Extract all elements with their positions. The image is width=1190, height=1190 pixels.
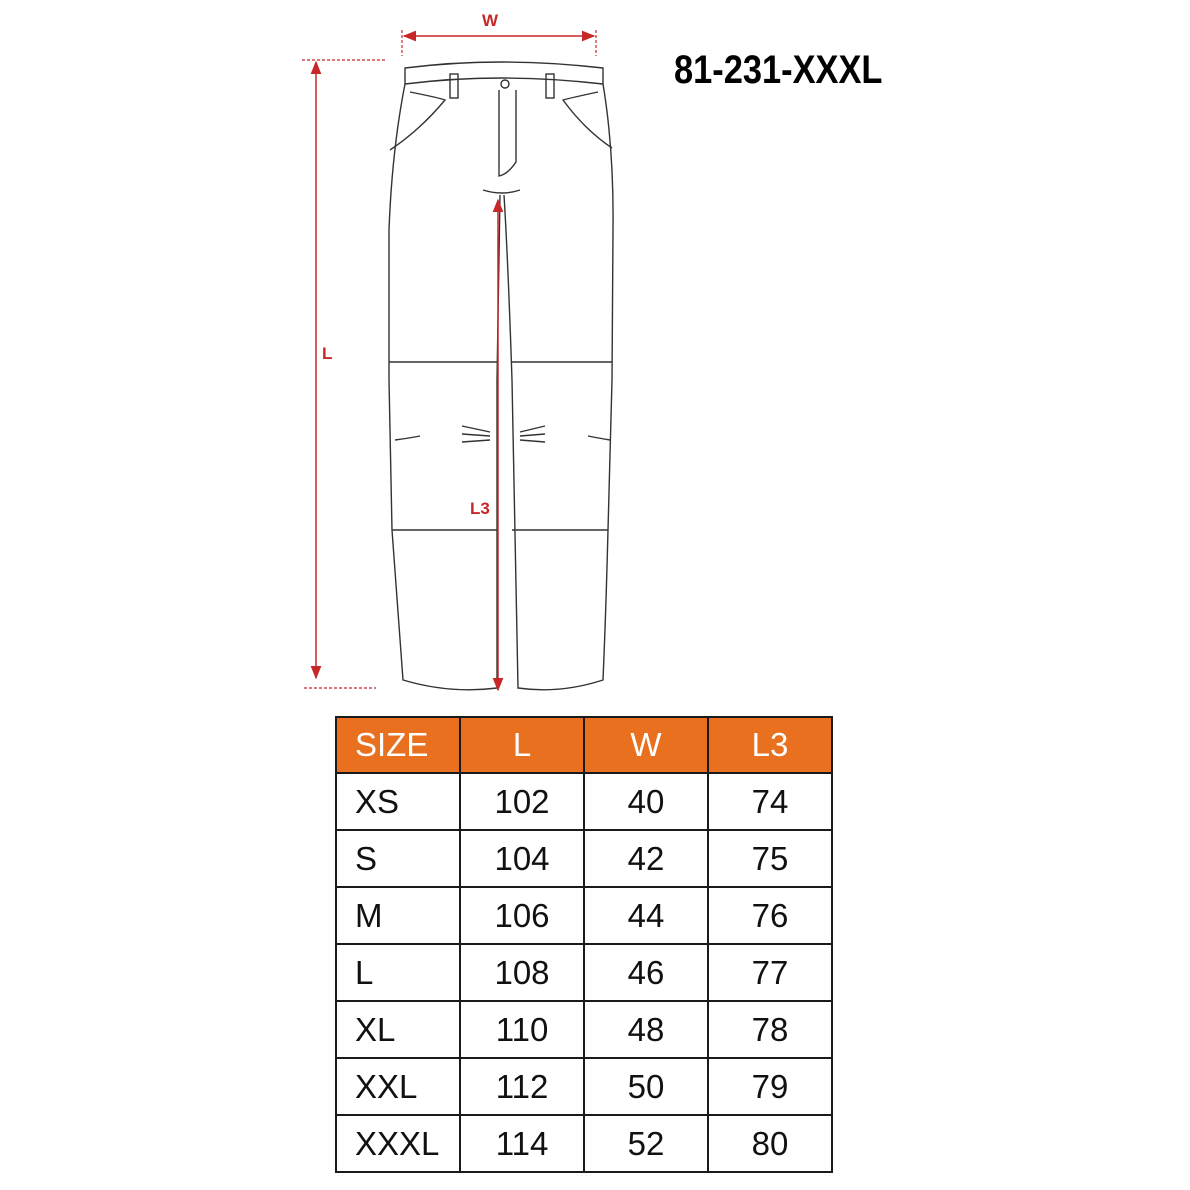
product-code: 81-231-XXXL <box>674 48 883 92</box>
table-row <box>336 944 832 1001</box>
cell-inseam: 80 <box>708 1115 832 1172</box>
cell-length: 104 <box>460 830 584 887</box>
header-size: SIZE <box>336 717 460 773</box>
header-waist: W <box>584 717 708 773</box>
header-inseam: L3 <box>708 717 832 773</box>
cell-waist: 52 <box>584 1115 708 1172</box>
inseam-label: L3 <box>470 499 490 518</box>
inseam-dimension <box>470 200 498 690</box>
table-row <box>336 1001 832 1058</box>
waist-dimension <box>402 11 596 56</box>
cell-inseam: 74 <box>708 773 832 830</box>
cell-inseam: 76 <box>708 887 832 944</box>
cell-length: 110 <box>460 1001 584 1058</box>
cell-length: 114 <box>460 1115 584 1172</box>
table-row <box>336 830 832 887</box>
cell-size: L <box>336 944 460 1001</box>
cell-size: XXXL <box>336 1115 460 1172</box>
cell-length: 106 <box>460 887 584 944</box>
waist-label: W <box>482 11 499 30</box>
table-row <box>336 773 832 830</box>
table-row <box>336 887 832 944</box>
cell-size: S <box>336 830 460 887</box>
cell-waist: 48 <box>584 1001 708 1058</box>
cell-waist: 50 <box>584 1058 708 1115</box>
cell-inseam: 75 <box>708 830 832 887</box>
table-row <box>336 1115 832 1172</box>
cell-inseam: 77 <box>708 944 832 1001</box>
cell-size: M <box>336 887 460 944</box>
cell-waist: 40 <box>584 773 708 830</box>
cell-length: 102 <box>460 773 584 830</box>
length-label: L <box>322 344 333 363</box>
cell-inseam: 79 <box>708 1058 832 1115</box>
size-chart-table <box>335 716 833 1173</box>
table-header-row <box>336 717 832 773</box>
table-row <box>336 1058 832 1115</box>
header-length: L <box>460 717 584 773</box>
cell-length: 108 <box>460 944 584 1001</box>
cell-size: XS <box>336 773 460 830</box>
cell-inseam: 78 <box>708 1001 832 1058</box>
cell-size: XXL <box>336 1058 460 1115</box>
cell-waist: 44 <box>584 887 708 944</box>
cell-waist: 46 <box>584 944 708 1001</box>
length-dimension <box>302 60 385 688</box>
cell-waist: 42 <box>584 830 708 887</box>
trousers-outline <box>389 62 613 690</box>
cell-length: 112 <box>460 1058 584 1115</box>
cell-size: XL <box>336 1001 460 1058</box>
